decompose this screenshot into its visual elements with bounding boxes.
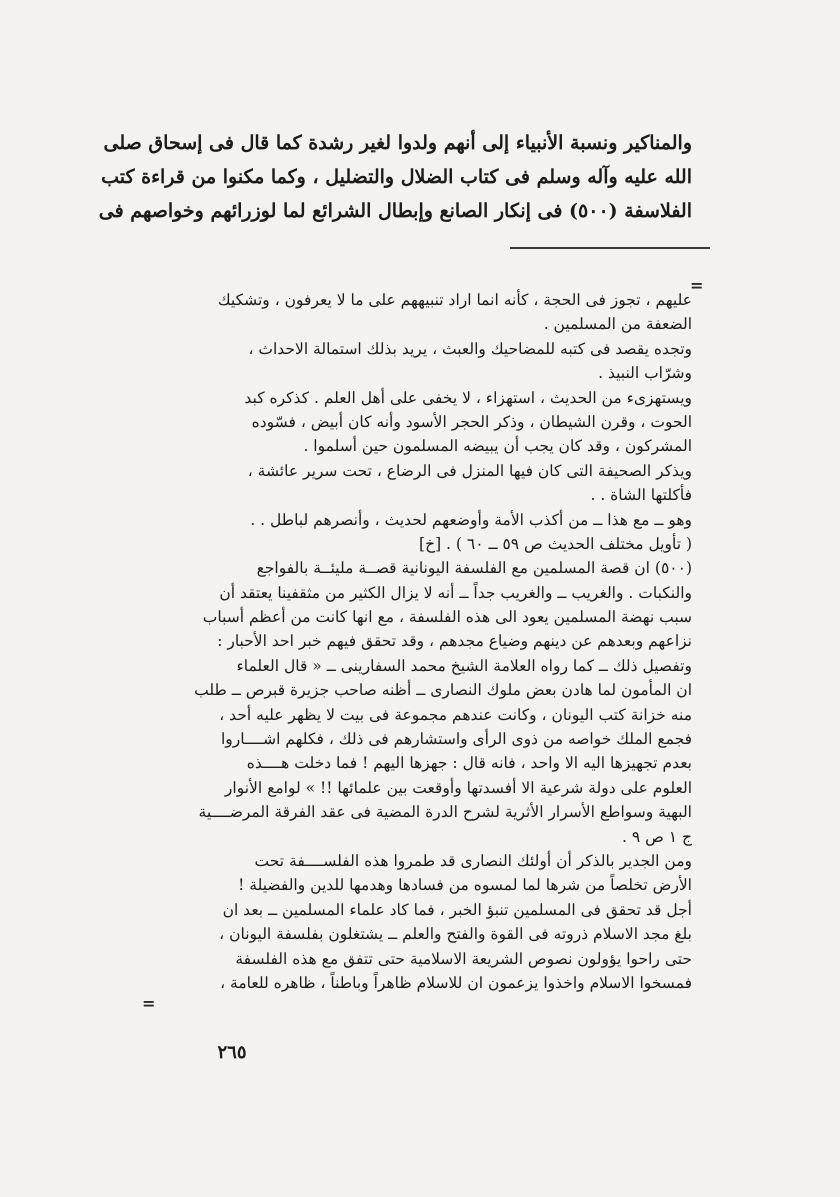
footnote-line: ويذكر الصحيفة التى كان فيها المنزل فى الرضاع ، تحت سرير عائشة ، (247, 461, 692, 480)
footnote-separator (510, 247, 710, 249)
footnote-line: أجل قد تحقق فى المسلمين تنبؤ الخبر ، فما كاد علماء المسلمين ــ بعد ان (222, 900, 692, 919)
footnote-line: فأكلتها الشاة . . (590, 486, 692, 505)
page-number: ٢٦٥ (217, 1042, 247, 1063)
footnote-line: البهية وسواطع الأسرار الأثرية لشرح الدرة المضية فى عقد الفرقة المرضــــية (198, 803, 692, 822)
footnote-line: ومن الجدير بالذكر أن أولئك النصارى قد طمروا هذه الفلســــفة تحت (254, 851, 692, 870)
footnote-line: وتجده يقصد فى كتبه للمضاحيك والعبث ، يريد بذلك استمالة الاحداث ، (248, 339, 692, 358)
footnote-line: الحوت ، وقرن الشيطان ، وذكر الحجر الأسود وأنه كان أبيض ، فسّوده (251, 412, 692, 431)
footnote-line: الضعفة من المسلمين . (543, 315, 692, 334)
footnote-line: العلوم على دولة شرعية الا أفسدتها وأوقعت بين علمائها !! » لوامع الأنوار (224, 778, 692, 797)
footnote-line: فجمع الملك خواصه من ذوى الرأى واستشارهم فى ذلك ، فكلهم اشــــاروا (220, 730, 692, 749)
footnote-line: بلغ مجد الاسلام ذروته فى القوة والفتح والعلم ــ يشتغلون بفلسفة اليونان ، (219, 925, 692, 944)
footnote-line: سبب نهضة المسلمين يعود الى هذه الفلسفة ، مع انها كانت من أعظم أسباب (202, 608, 692, 627)
footnote-line: الأرض تخلصاً من شرها لما لمسوه من فسادها وهدمها للدين والفضيلة ! (238, 876, 692, 895)
footnote-line: عليهم ، تجوز فى الحجة ، كأنه انما اراد تنبيههم على ما لا يعرفون ، وتشكيك (217, 291, 692, 309)
footnote-line: ج ١ ص ٩ . (621, 827, 692, 846)
main-text-line: الفلاسفة (٥٠٠) فى إنكار الصانع وإبطال الشرائع لما لوزرائهم وخواصهم فى (98, 200, 692, 222)
continuation-mark-top: = (690, 276, 704, 295)
footnote-line: ويستهزىء من الحديث ، استهزاء ، لا يخفى على أهل العلم . كذكره كبد (244, 388, 692, 407)
footnote-line: وشرّاب النبيذ . (598, 364, 692, 383)
footnote-line: والنكبات . والغريب ــ والغريب جداً ــ أنه لا يزال الكثير من مثقفينا يعتقد أن (219, 583, 692, 602)
footnote-line: منه خزانة كتب اليونان ، وكانت عندهم مجموعة فى بيت لا يظهر عليه أحد ، (219, 705, 692, 724)
footnote-line: فمسخوا الاسلام واخذوا يزعمون ان للاسلام ظاهراً وباطناً ، ظاهره للعامة ، (220, 973, 692, 992)
footnote-line: وهو ــ مع هذا ــ من أكذب الأمة وأوضعهم لحديث ، وأنصرهم لباطل . . (250, 510, 692, 529)
footnote-line: وتفصيل ذلك ــ كما رواه العلامة الشيخ محمد السفارينى ــ « قال العلماء (236, 656, 692, 675)
footnote-line: ان المأمون لما هادن بعض ملوك النصارى ــ أظنه صاحب جزيرة قبرص ــ طلب (194, 681, 692, 700)
continuation-mark-bottom: = (142, 994, 156, 1013)
main-text-line: والمناكير ونسبة الأنبياء إلى أنهم ولدوا لغير رشدة كما قال فى إسحاق صلى (103, 132, 692, 154)
footnote-line: نزاعهم وبعدهم عن دينهم وضياع مجدهم ، وقد تحقق فيهم خبر احد الأحبار : (217, 632, 692, 651)
footnote-line: بعدم تجهيزها اليه الا واحد ، فانه قال : جهزها اليهم ! فما دخلت هــــذه (246, 754, 692, 773)
footnote-line: المشركون ، وقد كان يجب أن يبيضه المسلمون حين أسلموا . (303, 437, 692, 456)
footnotes (152, 288, 692, 995)
footnote-line: ( تأويل مختلف الحديث ص ٥٩ ــ ٦٠ ) . [خ] (419, 534, 692, 553)
main-text-line: الله عليه وآله وسلم فى كتاب الضلال والتضليل ، وكما مكنوا من قراءة كتب (101, 166, 692, 188)
footnote-line: (٥٠٠) ان قصة المسلمين مع الفلسفة اليونانية قصــة مليئــة بالفواجع (256, 559, 692, 578)
footnote-line: حتى راحوا يؤولون نصوص الشريعة الاسلامية حتى تتفق مع هذه الفلسفة (235, 949, 692, 968)
main-body-text (98, 126, 692, 228)
